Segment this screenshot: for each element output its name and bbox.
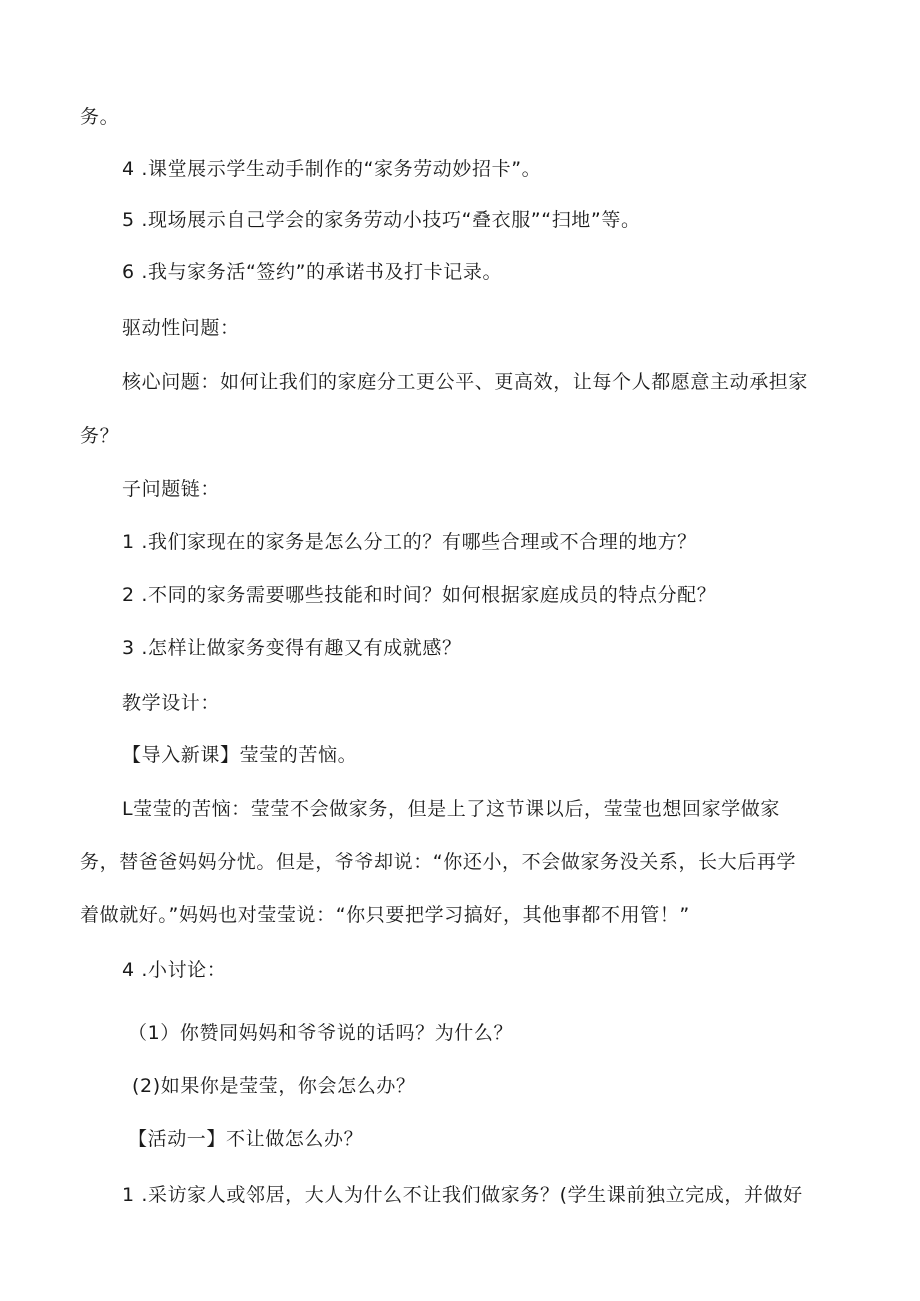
discussion-question-2: (2)如果你是莹莹，你会怎么办？: [132, 1075, 416, 1097]
text-line-1: 务。: [80, 106, 120, 128]
section-heading-driving-questions: 驱动性问题：: [122, 317, 240, 339]
text-line-2: 4 .课堂展示学生动手制作的“家务劳动妙招卡”。: [122, 158, 542, 180]
story-paragraph-line-1: L莹莹的苦恼：莹莹不会做家务，但是上了这节课以后，莹莹也想回家学做家: [122, 798, 780, 820]
text-line-4: 6 .我与家务活“签约”的承诺书及打卡记录。: [122, 261, 503, 283]
lesson-intro-heading: 【导入新课】莹莹的苦恼。: [122, 744, 358, 766]
sub-question-1: 1 .我们家现在的家务是怎么分工的？有哪些合理或不合理的地方？: [122, 531, 697, 553]
section-heading-sub-questions: 子问题链：: [122, 478, 221, 500]
section-heading-teaching-design: 教学设计：: [122, 692, 221, 714]
sub-question-3: 3 .怎样让做家务变得有趣又有成就感？: [122, 637, 462, 659]
discussion-question-1: （1）你赞同妈妈和爷爷说的话吗？为什么？: [128, 1022, 514, 1044]
story-paragraph-line-3: 着做就好。”妈妈也对莹莹说：“你只要把学习搞好，其他事都不用管！”: [80, 904, 690, 926]
story-paragraph-line-2: 务，替爸爸妈妈分忧。但是，爷爷却说：“你还小，不会做家务没关系，长大后再学: [80, 851, 797, 873]
text-line-core-question: 核心问题：如何让我们的家庭分工更公平、更高效，让每个人都愿意主动承担家: [122, 371, 809, 393]
text-line-core-question-cont: 务？: [80, 425, 120, 447]
sub-question-2: 2 .不同的家务需要哪些技能和时间？如何根据家庭成员的特点分配？: [122, 584, 717, 606]
activity-one-item-1: 1 .采访家人或邻居，大人为什么不让我们做家务？(学生课前独立完成，并做好: [122, 1184, 803, 1206]
text-line-3: 5 .现场展示自己学会的家务劳动小技巧“叠衣服”“扫地”等。: [122, 209, 641, 231]
small-discussion-heading: 4 .小讨论：: [122, 959, 227, 981]
activity-one-heading: 【活动一】不让做怎么办？: [128, 1128, 364, 1150]
